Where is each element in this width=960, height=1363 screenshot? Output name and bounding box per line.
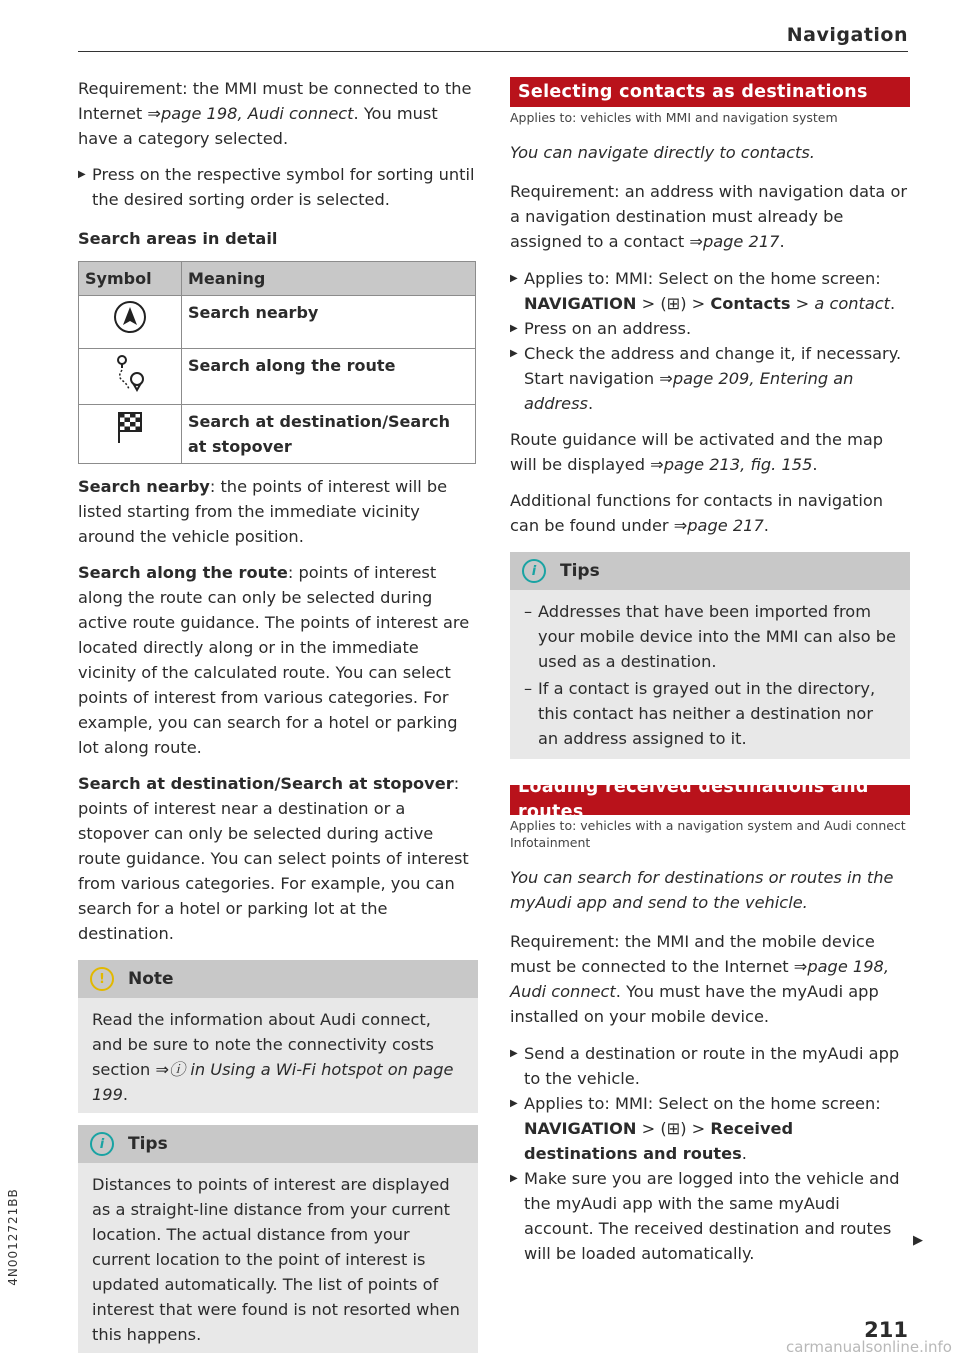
watermark: carmanualsonline.info [786, 1338, 952, 1356]
table-row [79, 296, 476, 349]
instruction-step: ▶ Send a destination or route in the myAudi app to the vehicle. [510, 1041, 910, 1091]
tips-body: Distances to points of interest are displayed as a straight-line distance from your current location. The actual distance from your current location to the point of interest is updated automatically. The list of points of interest that were found is not resorted when this happens. [78, 1163, 478, 1353]
list-item: – Addresses that have been imported from your mobile device into the MMI can also be used as a destination. [510, 599, 896, 674]
section-heading: Search areas in detail [78, 229, 278, 248]
instruction-step: ▶ Check the address and change it, if necessary. Start navigation ⇒page 209, Entering an address. [510, 341, 910, 416]
destination-paragraph: Search at destination/Search at stopover: points of interest near a destination or a stopover can only be selected during active route guidance. You can select points of interest from various categories. For example, you can search for a hotel or parking lot at the destination. [78, 774, 469, 943]
right-column [510, 77, 910, 1266]
requirement-paragraph: Requirement: an address with navigation data or a navigation destination must already be assigned to a contact ⇒page 217. [510, 182, 908, 251]
left-column [78, 76, 478, 1353]
along-route-paragraph: Search along the route: points of interest along the route can only be selected during active route guidance. The points of interest are located directly along or in the immediate vicinity of the calculated route. You can select points of interest from various categories. For example, you can search for a hotel or parking lot along route. [78, 563, 470, 757]
route-pins-icon [79, 349, 182, 405]
info-icon: i [90, 1132, 114, 1156]
route-guidance-paragraph: Route guidance will be activated and the map will be displayed ⇒page 213, fig. 155. [510, 430, 884, 474]
table-row [79, 405, 476, 464]
note-body: Read the information about Audi connect, and be sure to note the connectivity costs section ⇒ⓘ in Using a Wi-Fi hotspot on page 199. [78, 998, 478, 1113]
page-reference[interactable]: ⇒page 217 [673, 516, 764, 535]
page-reference[interactable]: ⇒page 213, fig. 155 [650, 455, 813, 474]
nearby-paragraph: Search nearby: the points of interest will be listed starting from the immediate vicinity around the vehicle position. [78, 477, 448, 546]
page-reference[interactable]: ⇒page 198, Audi connect [147, 104, 354, 123]
info-icon: i [522, 559, 546, 583]
table-row [79, 349, 476, 405]
checkered-flag-icon [79, 405, 182, 464]
table-header-meaning: Meaning [182, 262, 476, 296]
page-reference[interactable]: ⇒page 209, Entering an address [524, 369, 854, 413]
tips-body [510, 590, 910, 759]
chapter-title: Navigation [786, 24, 908, 46]
tips-box [510, 552, 910, 759]
tips-box [78, 1125, 478, 1353]
applies-to-note: Applies to: vehicles with a navigation system and Audi connect Infotainment [510, 818, 906, 850]
section-title-bar: Selecting contacts as destinations [510, 77, 910, 107]
instruction-step: ▶ Make sure you are logged into the vehicle and the myAudi app with the same myAudi account. The received destination and routes will be loaded automatically. [510, 1166, 910, 1266]
tips-header: i Tips [510, 552, 910, 590]
requirement-paragraph: Requirement: the MMI must be connected to the Internet ⇒page 198, Audi connect. You must have a category selected. [78, 79, 472, 148]
navigation-arrow-icon [79, 296, 182, 349]
page-reference[interactable]: ⇒page 198, Audi connect [510, 957, 889, 1001]
requirement-paragraph: Requirement: the MMI and the mobile device must be connected to the Internet ⇒page 198, Audi connect. You must have the myAudi app installed on your mobile device. [510, 932, 889, 1026]
additional-functions-paragraph: Additional functions for contacts in navigation can be found under ⇒page 217. [510, 491, 884, 535]
intro-italic: You can search for destinations or routes in the myAudi app and send to the vehicle. [510, 868, 894, 912]
page-reference[interactable]: ⇒ⓘ in Using a Wi-Fi hotspot on page 199 [92, 1060, 454, 1104]
document-code: 4N0012721BB [5, 1188, 20, 1286]
page-number: 211 [864, 1318, 908, 1342]
header-rule [78, 51, 908, 52]
applies-to-note: Applies to: vehicles with MMI and navigation system [510, 110, 838, 125]
warning-icon: ! [90, 967, 114, 991]
intro-italic: You can navigate directly to contacts. [510, 143, 815, 162]
instruction-step: ▶ Press on an address. [510, 316, 910, 341]
note-box [78, 960, 478, 1113]
table-header-symbol: Symbol [79, 262, 182, 296]
table-cell-meaning: Search nearby [182, 296, 476, 349]
symbol-table [78, 261, 476, 464]
section-title-bar: Loading received destinations and routes [510, 785, 910, 815]
tips-header: i Tips [78, 1125, 478, 1163]
table-cell-meaning: Search at destination/Search at stopover [182, 405, 476, 464]
continue-arrow-icon: ▶ [913, 1233, 923, 1248]
page-reference[interactable]: ⇒page 217 [689, 232, 780, 251]
list-item: – If a contact is grayed out in the directory, this contact has neither a destination nor an address assigned to it. [510, 676, 896, 751]
instruction-step: ▶ Applies to: MMI: Select on the home screen: NAVIGATION > (⊞) > Received destinations and routes. [510, 1091, 910, 1166]
instruction-step: ▶ Press on the respective symbol for sorting until the desired sorting order is selected. [78, 162, 478, 212]
note-header: ! Note [78, 960, 478, 998]
instruction-step: ▶ Applies to: MMI: Select on the home screen: NAVIGATION > (⊞) > Contacts > a contact. [510, 266, 910, 316]
table-cell-meaning: Search along the route [182, 349, 476, 405]
